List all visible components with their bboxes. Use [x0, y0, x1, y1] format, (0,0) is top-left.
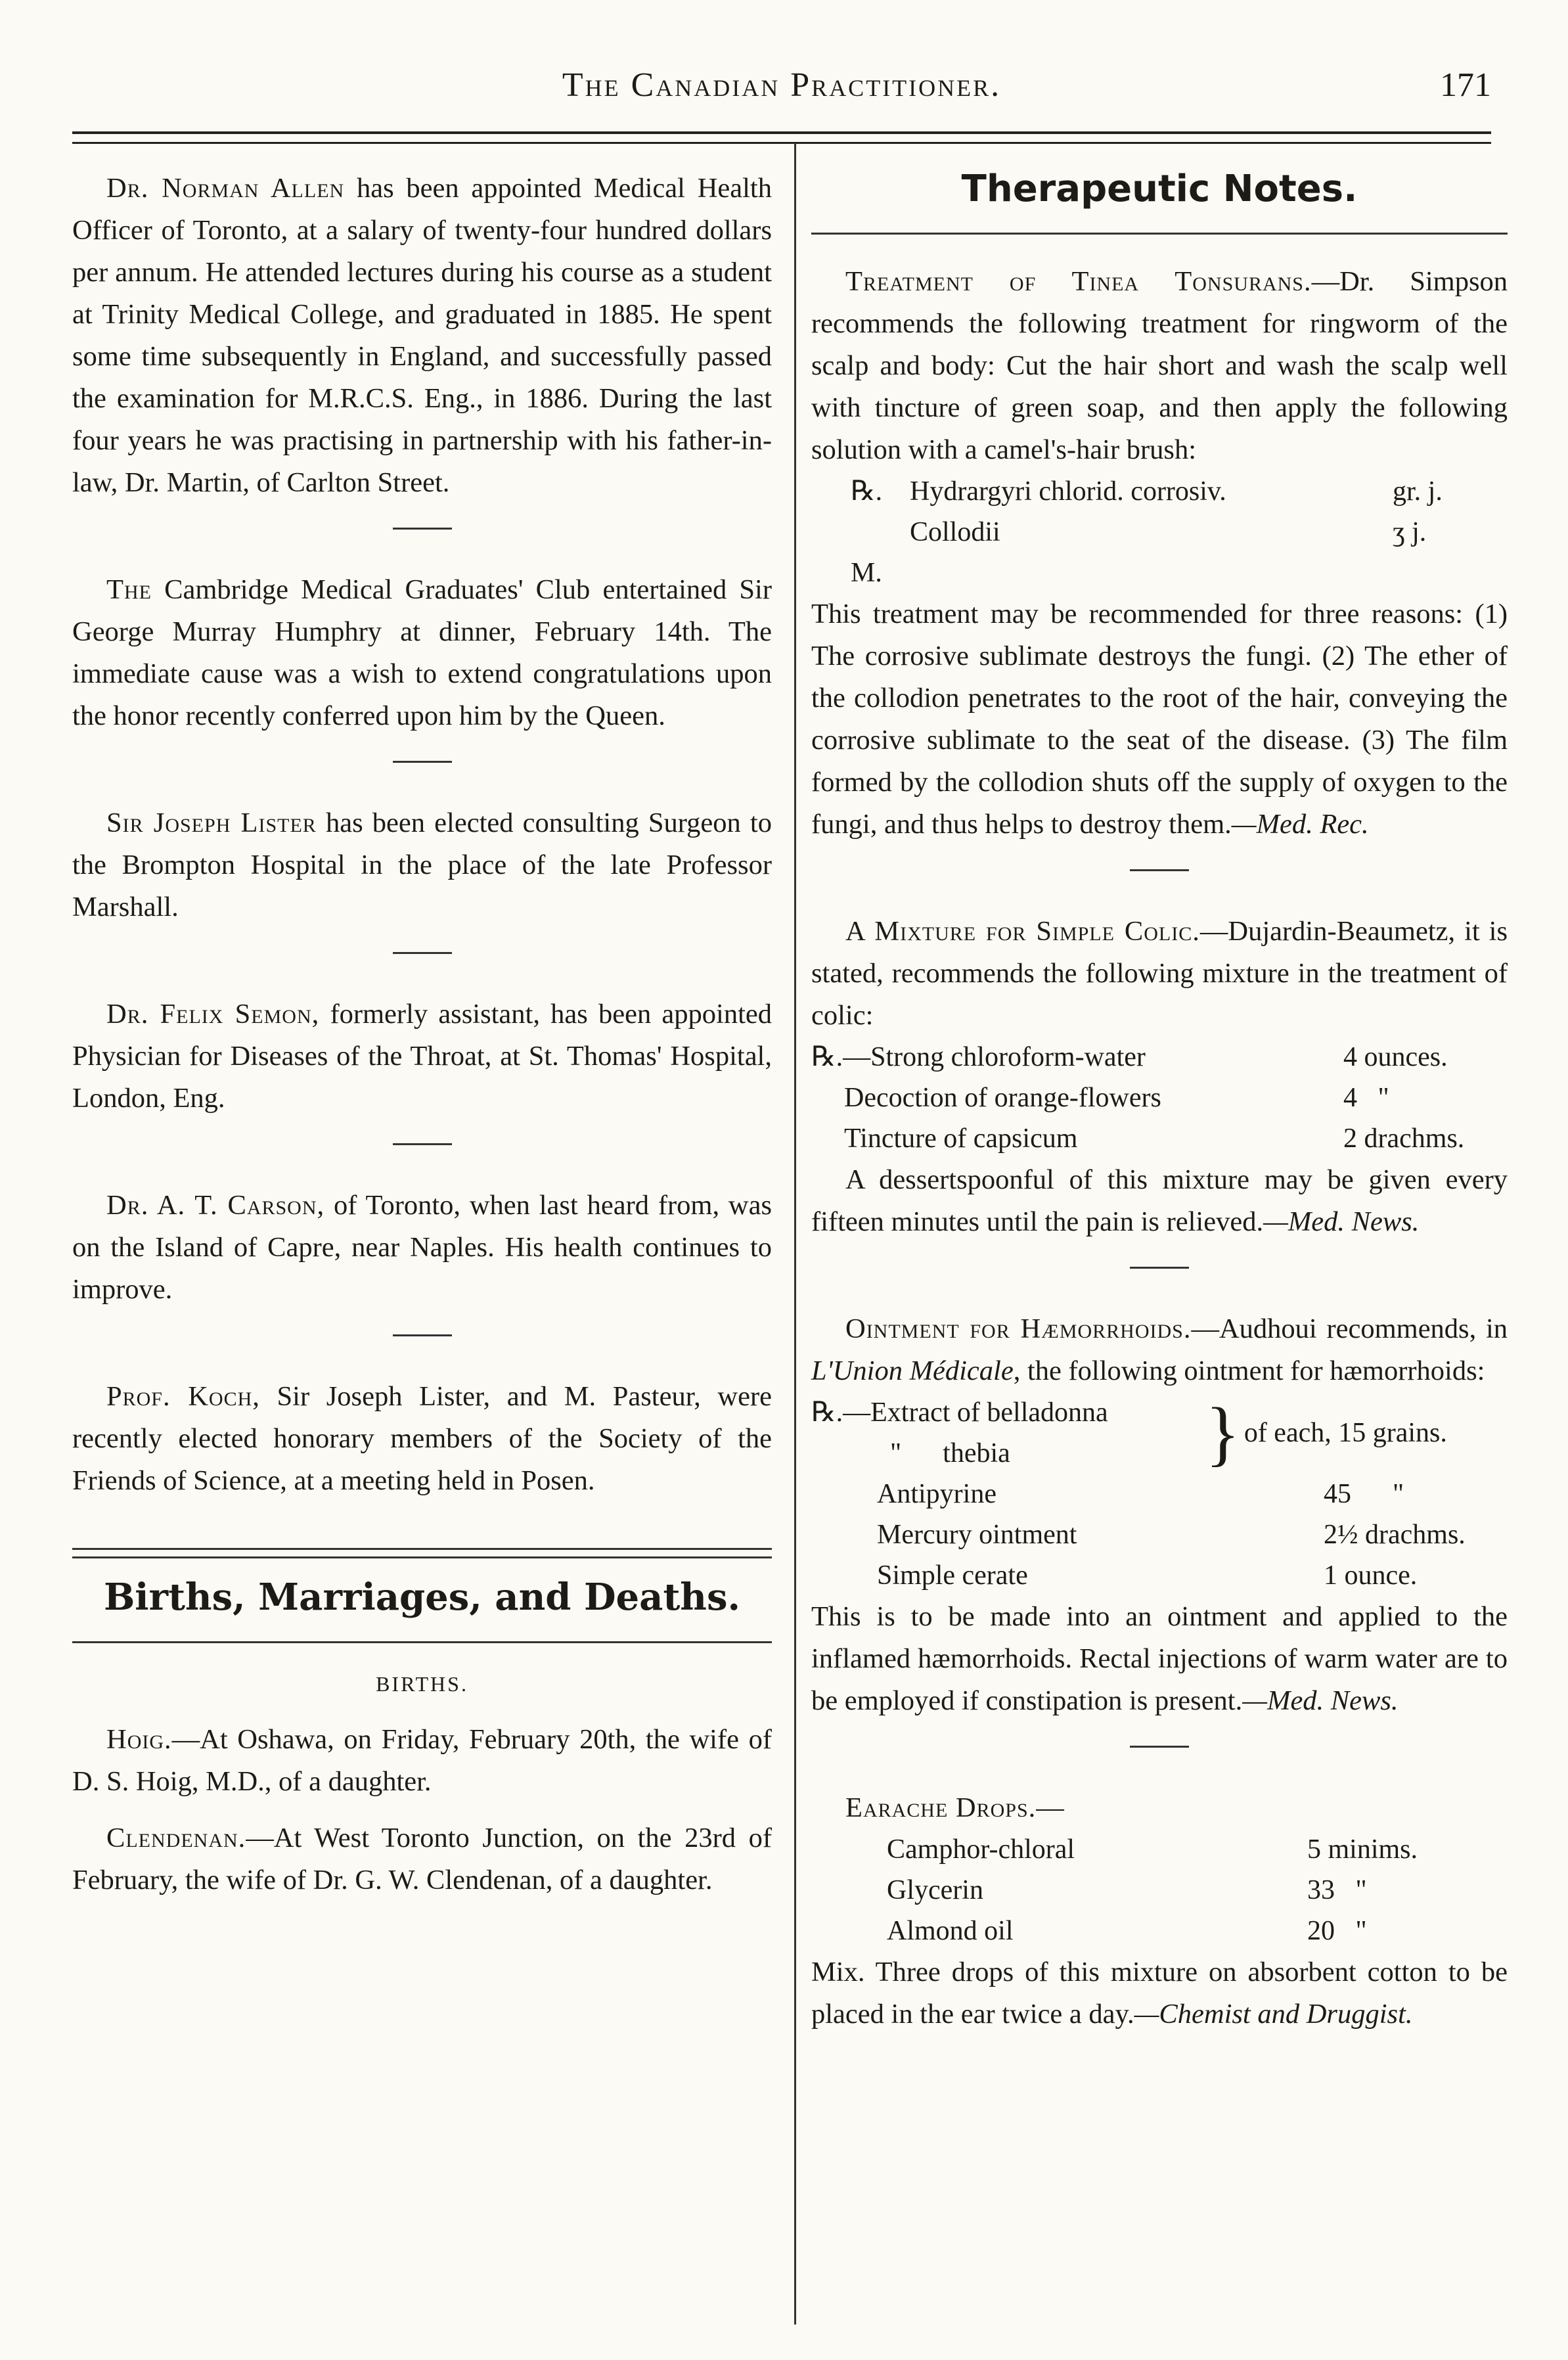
- separator: [393, 528, 452, 530]
- ointment-intro: Ointment for Hæmorrhoids.—Audhoui recommends, in L'Union Médicale, the following ointment for hæmorrhoids:: [811, 1313, 1508, 1386]
- birth-entry-hoig: Hoig.—At Oshawa, on Friday, February 20th, the wife of D. S. Hoig, M.D., of a daughter.: [72, 1724, 772, 1797]
- running-title: The Canadian Practitioner.: [562, 66, 1002, 104]
- column-divider: [794, 143, 796, 2325]
- rx-row: Simple cerate 1 ounce.: [877, 1560, 1418, 1591]
- rx-row: Decoction of orange-flowers 4 ": [844, 1083, 1389, 1113]
- rx-row: ℞.—Extract of belladonna " thebia } of each, 15 grains.: [811, 1393, 1447, 1473]
- earache-title: Earache Drops.—: [845, 1792, 1065, 1823]
- rx-row: Antipyrine 45 ": [877, 1479, 1404, 1509]
- ointment-text: This is to be made into an ointment and applied to the inflamed hæmorrhoids. Rectal injections of warm water are to be employed if constipation is present.—Med. News.: [811, 1601, 1508, 1716]
- notice-allen: Dr. Norman Allen has been appointed Medical Health Officer of Toronto, at a salary of twenty-four hundred dollars per annum. He attended lectures during his course as a student at Trinity Medical College, and graduated in 1885. He spent some time subsequently in England, and successfully passed the examination for M.R.C.S. Eng., in 1886. During the last four years he was practising in partnership with his father-in-law, Dr. Martin, of Carlton Street.: [72, 173, 772, 498]
- brace: }: [1205, 1393, 1240, 1473]
- page-header: [72, 66, 1491, 118]
- colic-prescription: [811, 1037, 1508, 1159]
- rx-row: Almond oil 20 ": [887, 1916, 1367, 1946]
- births-heading: Births, Marriages, and Deaths.: [103, 1576, 741, 1619]
- heading-rule: [72, 1641, 772, 1643]
- left-column: [72, 168, 772, 1901]
- rx-row: ℞.—Strong chloroform-water 4 ounces.: [811, 1042, 1448, 1072]
- separator: [393, 761, 452, 763]
- rx-row: Glycerin 33 ": [887, 1875, 1367, 1905]
- birth-entry-clendenan: Clendenan.—At West Toronto Junction, on the 23rd of February, the wife of Dr. G. W. Clendenan, of a daughter.: [72, 1823, 772, 1895]
- tinea-text: This treatment may be recommended for three reasons: (1) The corrosive sublimate destroys the fungi. (2) The ether of the collodion penetrates to the root of the hair, conveying the corrosive sublimate to the seat of the disease. (3) The film formed by the collodion shuts off the supply of oxygen to the fungi, and thus helps to destroy them.—Med. Rec.: [811, 599, 1508, 840]
- ointment-prescription: [811, 1392, 1508, 1596]
- notice-carson: Dr. A. T. Carson, of Toronto, when last heard from, was on the Island of Capre, near Naples. His health continues to improve.: [72, 1190, 772, 1305]
- rx-row: ℞. Hydrargyri chlorid. corrosiv. gr. j.: [851, 476, 1443, 507]
- separator: [393, 952, 452, 954]
- births-label: BIRTHS.: [376, 1672, 468, 1696]
- notice-koch: Prof. Koch, Sir Joseph Lister, and M. Pasteur, were recently elected honorary members of the Society of the Friends of Science, at a meeting held in Posen.: [72, 1381, 772, 1496]
- tinea-prescription: [811, 471, 1508, 593]
- right-column: [811, 168, 1508, 2035]
- notice-cambridge: The Cambridge Medical Graduates' Club entertained Sir George Murray Humphry at dinner, February 14th. The immediate cause was a wish to extend congratulations upon the honor recently conferred upon him by the Queen.: [72, 574, 772, 731]
- separator: [393, 1334, 452, 1336]
- page-number: 171: [1440, 66, 1491, 104]
- rx-row: M.: [851, 558, 882, 588]
- section-rule: [72, 1548, 772, 1558]
- colic-text: A dessertspoonful of this mixture may be given every fifteen minutes until the pain is relieved.—Med. News.: [811, 1164, 1508, 1237]
- earache-text: Mix. Three drops of this mixture on absorbent cotton to be placed in the ear twice a day.—Chemist and Druggist.: [811, 1957, 1508, 2030]
- therapeutic-heading: Therapeutic Notes.: [961, 168, 1358, 210]
- rx-row: Collodii ʒ j.: [910, 517, 1427, 547]
- rx-row: Mercury ointment 2½ drachms.: [877, 1520, 1466, 1550]
- separator: [1130, 869, 1189, 871]
- separator: [1130, 1746, 1189, 1748]
- tinea-intro: Treatment of Tinea Tonsurans.—Dr. Simpson recommends the following treatment for ringworm of the scalp and body: Cut the hair short and wash the scalp well with tincture of green soap, and then apply the following solution with a camel's-hair brush:: [811, 266, 1508, 465]
- rx-row: Camphor-chloral 5 minims.: [887, 1834, 1418, 1865]
- separator: [1130, 1267, 1189, 1269]
- notice-semon: Dr. Felix Semon, formerly assistant, has been appointed Physician for Diseases of the Throat, at St. Thomas' Hospital, London, Eng.: [72, 999, 772, 1114]
- colic-intro: A Mixture for Simple Colic.—Dujardin-Beaumetz, it is stated, recommends the following mixture in the treatment of colic:: [811, 916, 1508, 1031]
- header-rule: [72, 131, 1491, 144]
- rx-row: Tincture of capsicum 2 drachms.: [844, 1123, 1465, 1154]
- heading-rule: [811, 233, 1508, 235]
- notice-lister: Sir Joseph Lister has been elected consulting Surgeon to the Brompton Hospital in the place of the late Professor Marshall.: [72, 807, 772, 922]
- earache-prescription: [811, 1829, 1508, 1951]
- separator: [393, 1143, 452, 1145]
